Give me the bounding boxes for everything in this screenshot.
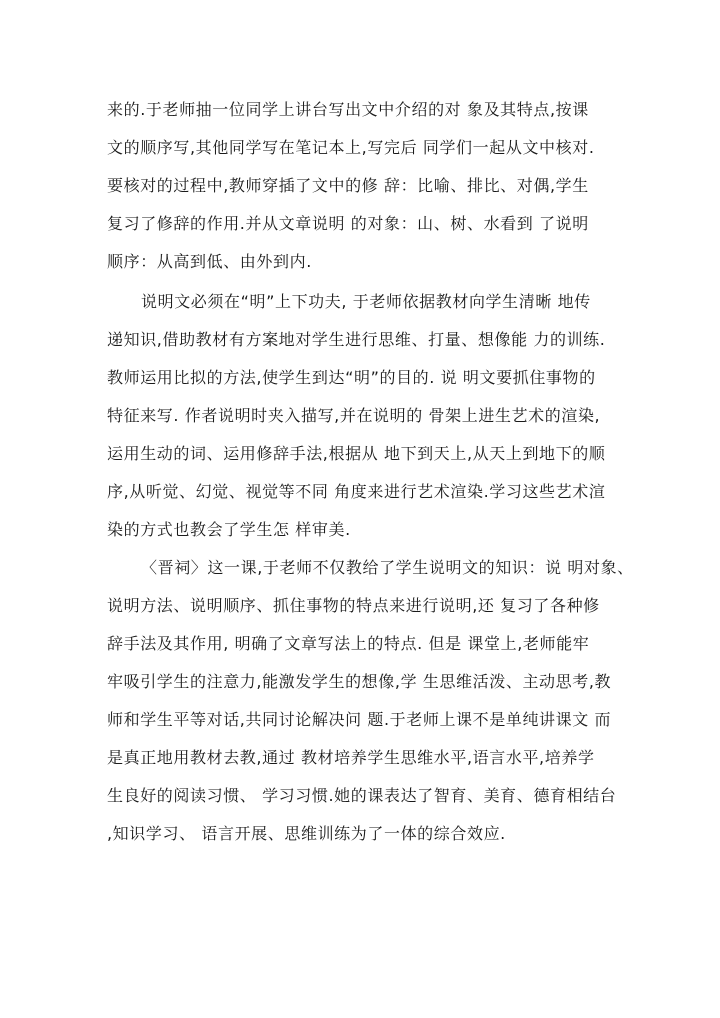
paragraph-2-line-5: 运用生动的词、运用修辞手法,根据从 地下到天上,从天上到地下的顺 bbox=[107, 444, 606, 463]
paragraph-3-line-6: 是真正地用教材去教,通过 教材培养学生思维水平,语言水平,培养学 bbox=[107, 748, 595, 767]
paragraph-2-line-4: 特征来写. 作者说明时夹入描写,并在说明的 骨架上进生艺术的渲染, bbox=[107, 406, 601, 425]
paragraph-3-line-2: 说明方法、说明顺序、抓住事物的特点来进行说明,还 复习了各种修 bbox=[107, 596, 600, 615]
paragraph-2-line-1: 说明文必须在“明”上下功夫, 于老师依据教材向学生清晰 地传 bbox=[141, 292, 591, 311]
paragraph-2-line-6: 序,从听觉、幻觉、视觉等不同 角度来进行艺术渲染.学习这些艺术渲 bbox=[107, 482, 606, 501]
paragraph-2-line-2: 递知识,借助教材有方案地对学生进行思维、打量、想像能 力的训练. bbox=[107, 330, 606, 349]
paragraph-2-line-3: 教师运用比拟的方法,使学生到达“明”的目的. 说 明文要抓住事物的 bbox=[107, 368, 596, 387]
paragraph-3-line-5: 师和学生平等对话,共同讨论解决问 题.于老师上课不是单纯讲课文 而 bbox=[107, 710, 612, 729]
paragraph-2-line-7: 染的方式也教会了学生怎 样审美. bbox=[107, 520, 351, 539]
paragraph-3-line-8: ,知识学习、 语言开展、思维训练为了一体的综合效应. bbox=[107, 824, 506, 843]
paragraph-1-line-4: 复习了修辞的作用.并从文章说明 的对象：山、树、水看到 了说明 bbox=[107, 214, 589, 233]
paragraph-3-line-3: 辞手法及其作用, 明确了文章写法上的特点. 但是 课堂上,老师能牢 bbox=[107, 634, 590, 653]
paragraph-3-line-7: 生良好的阅读习惯、 学习习惯.她的课表达了智育、美育、德育相结台 bbox=[107, 786, 617, 805]
paragraph-1-line-5: 顺序：从高到低、由外到内. bbox=[107, 252, 312, 271]
paragraph-3-line-4: 牢吸引学生的注意力,能激发学生的想像,学 生思维活泼、主动思考,教 bbox=[107, 672, 612, 691]
paragraph-1-line-2: 文的顺序写,其他同学写在笔记本上,写完后 同学们一起从文中核对. bbox=[107, 138, 595, 157]
paragraph-1-line-3: 要核对的过程中,教师穿插了文中的修 辞：比喻、排比、对偶,学生 bbox=[107, 176, 589, 195]
paragraph-1-line-1: 来的.于老师抽一位同学上讲台写出文中介绍的对 象及其特点,按课 bbox=[107, 100, 589, 119]
paragraph-3-line-1: 〈晋祠〉这一课,于老师不仅教给了学生说明文的知识：说 明对象、 bbox=[141, 558, 634, 577]
